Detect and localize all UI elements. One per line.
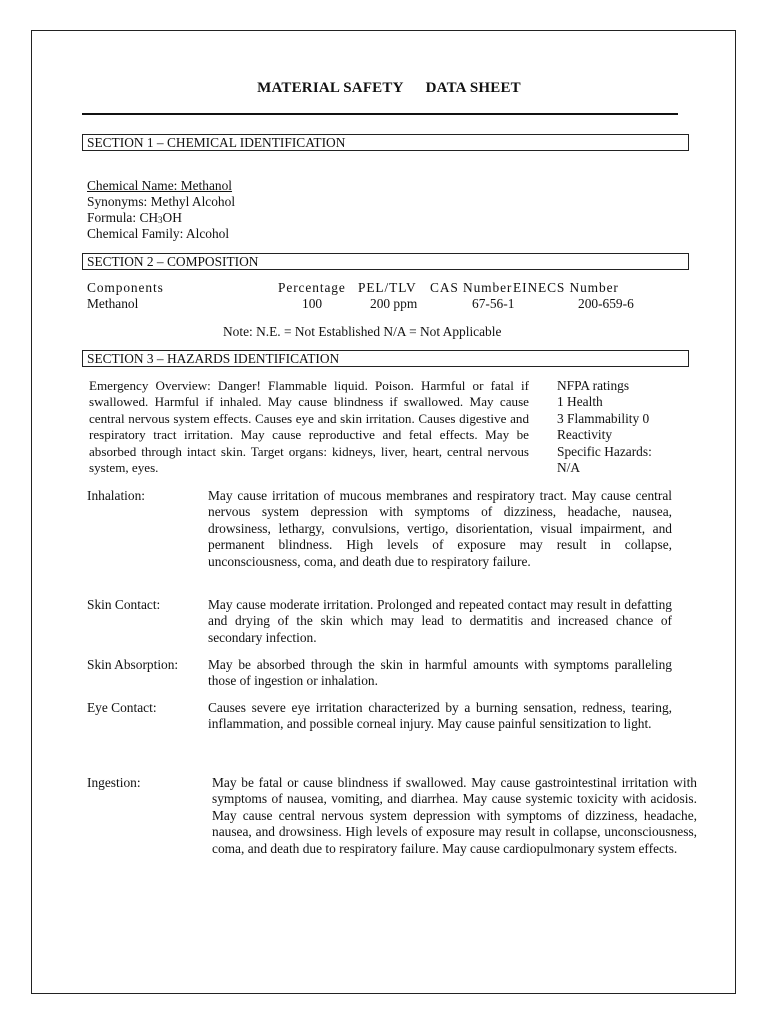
ingestion-text: May be fatal or cause blindness if swallowed. May cause gastrointestinal irritation with symptoms of nausea, vomiting, and diarrhea. May cause systemic toxicity with acidosis. May cause central nervous system depression with symptoms of dizziness, headache, nausea, and drowsiness. High levels of exposure may result in collapse, unconsciousness, coma, and death due to respiratory failure. May cause cardiopulmonary system effects. [212,775,697,856]
nfpa-line: Specific Hazards: [557,443,652,459]
inhalation-text: May cause irritation of mucous membranes and respiratory tract. May cause central nervous system depression with symptoms of dizziness, headache, nausea, drowsiness, lethargy, convulsions, vertigo, disorientation, visual impairment, and permanent blindness. High levels of exposure may result in collapse, unconsciousness, coma, and death due to respiratory failure. [208,488,672,569]
title-part-1: MATERIAL SAFETY [257,80,404,96]
header-einecs-number: EINECS Number [513,280,619,295]
cell-cas-number: 67-56-1 [472,296,515,311]
title-rule [82,113,678,115]
nfpa-line: Reactivity [557,427,613,443]
synonyms: Synonyms: Methyl Alcohol [87,194,236,209]
skin-absorption-text: May be absorbed through the skin in harmful amounts with symptoms paralleling those of ingestion or inhalation. [208,657,672,689]
emergency-overview: Emergency Overview: Danger! Flammable liquid. Poison. Harmful or fatal if swallowed. Harmful if inhaled. May cause blindness if swallowed. May cause central nervous system effects. Causes eye and skin irritation. Causes digestive and respiratory tract irritation. May cause reproductive and fetal effects. May be absorbed through intact skin. Target organs: kidneys, liver, heart, central nervous system, eyes. [89,378,529,476]
header-pel-tlv: PEL/TLV [358,280,417,295]
nfpa-line: NFPA ratings [557,378,630,393]
cell-einecs-number: 200-659-6 [578,296,634,311]
formula-subscript: 3 [158,215,163,225]
inhalation-label: Inhalation: [87,488,146,503]
composition-note: Note: N.E. = Not Established N/A = Not Applicable [223,324,502,339]
nfpa-line: 1 Health [557,394,603,410]
section-2-heading: SECTION 2 – COMPOSITION [82,253,689,270]
composition-data-row [0,296,768,312]
skin-contact-text: May cause moderate irritation. Prolonged and repeated contact may result in defatting and drying of the skin which may lead to dermatitis and increased chance of secondary infection. [208,597,672,645]
cell-pel-tlv: 200 ppm [370,296,418,311]
chemical-family: Chemical Family: Alcohol [87,226,230,241]
cell-percentage: 100 [302,296,323,311]
chemical-name: Chemical Name: Methanol [87,178,233,193]
eye-contact-label: Eye Contact: [87,700,157,715]
header-cas-number: CAS Number [430,280,513,295]
nfpa-ratings [557,378,652,476]
header-components: Components [87,280,164,295]
nfpa-line: 3 Flammability 0 [557,410,650,426]
skin-absorption-label: Skin Absorption: [87,657,179,672]
composition-header-row [0,280,768,296]
eye-contact-text: Causes severe eye irritation characterized by a burning sensation, redness, tearing, inflammation, and possible corneal injury. May cause painful sensitization to light. [208,700,672,732]
formula-prefix: Formula: CH [87,210,159,225]
cell-component: Methanol [87,296,139,311]
document-title [0,80,768,97]
formula [87,210,182,226]
formula-suffix: OH [162,210,182,225]
ingestion-label: Ingestion: [87,775,141,790]
title-part-2: DATA SHEET [425,80,521,96]
section-3-heading: SECTION 3 – HAZARDS IDENTIFICATION [82,350,689,367]
skin-contact-label: Skin Contact: [87,597,161,612]
nfpa-line: N/A [557,460,581,476]
header-percentage: Percentage [278,280,346,295]
section-1-heading: SECTION 1 – CHEMICAL IDENTIFICATION [82,134,689,151]
